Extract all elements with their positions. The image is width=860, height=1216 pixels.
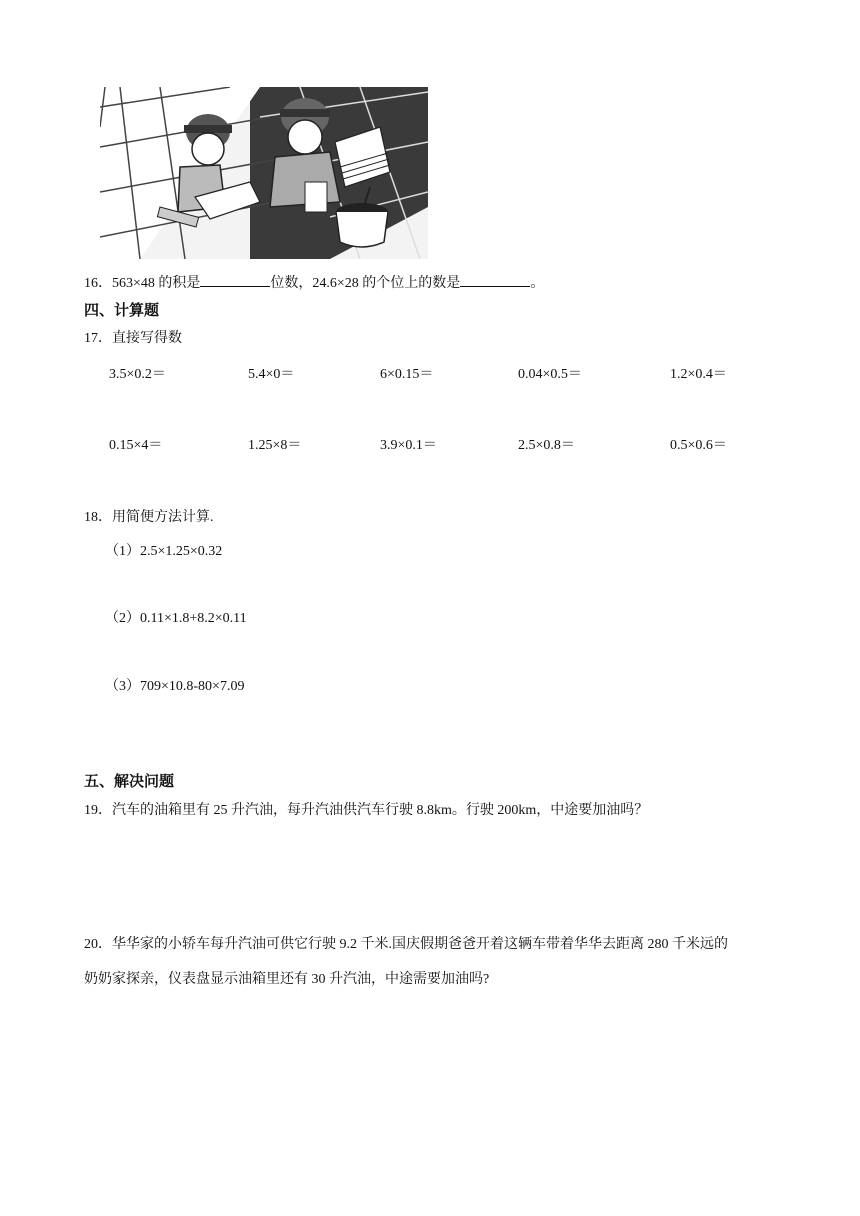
simplify-item-1: （1）2.5×1.25×0.32: [105, 544, 223, 559]
answer-blank-1[interactable]: [200, 274, 270, 287]
oral-calc-item: 0.04×0.5＝: [518, 367, 582, 382]
simplify-item-3: （3）709×10.8-80×7.09: [105, 679, 245, 694]
question-number: 20．: [84, 937, 112, 952]
workers-tiling-illustration: [100, 87, 428, 259]
oral-calc-item: 0.5×0.6＝: [670, 438, 727, 453]
question-number: 18．: [84, 510, 112, 525]
oral-calc-item: 0.15×4＝: [109, 438, 163, 453]
question-text-part1: 563×48 的积是: [112, 276, 201, 291]
oral-calc-item: 5.4×0＝: [248, 367, 295, 382]
question-17-title: [84, 327, 182, 347]
question-19: [84, 799, 648, 819]
question-text: 汽车的油箱里有 25 升汽油，每升汽油供汽车行驶 8.8km。行驶 200km，中途要加油吗？: [112, 803, 649, 818]
oral-calc-item: 1.2×0.4＝: [670, 367, 727, 382]
oral-calc-item: 2.5×0.8＝: [518, 438, 575, 453]
section-title-calculation: 四、计算题: [84, 301, 160, 319]
question-20-line-1: [84, 933, 728, 953]
oral-calc-item: 3.9×0.1＝: [380, 438, 437, 453]
question-18-title: [84, 506, 214, 526]
question-number: 19．: [84, 803, 112, 818]
answer-blank-2[interactable]: [460, 274, 530, 287]
oral-calc-item: 6×0.15＝: [380, 367, 434, 382]
simplify-item-2: （2）0.11×1.8+8.2×0.11: [105, 611, 247, 626]
question-number: 17．: [84, 331, 112, 346]
tiling-scene-svg: [100, 87, 428, 259]
oral-calc-item: 1.25×8＝: [248, 438, 302, 453]
question-text-part3: 。: [530, 276, 545, 291]
question-text: 用简便方法计算.: [112, 510, 214, 525]
oral-calc-item: 3.5×0.2＝: [109, 367, 166, 382]
question-number: 16．: [84, 276, 112, 291]
question-text-part2: 位数，24.6×28 的个位上的数是: [270, 276, 461, 291]
section-title-problem-solving: 五、解决问题: [84, 772, 175, 790]
question-text: 直接写得数: [112, 331, 182, 346]
question-20-line-2: 奶奶家探亲，仪表盘显示油箱里还有 30 升汽油，中途需要加油吗?: [84, 972, 490, 987]
question-text: 华华家的小轿车每升汽油可供它行驶 9.2 千米.国庆假期爸爸开着这辆车带着华华去距离 280 千米远的: [112, 937, 728, 952]
question-16: [84, 272, 544, 292]
